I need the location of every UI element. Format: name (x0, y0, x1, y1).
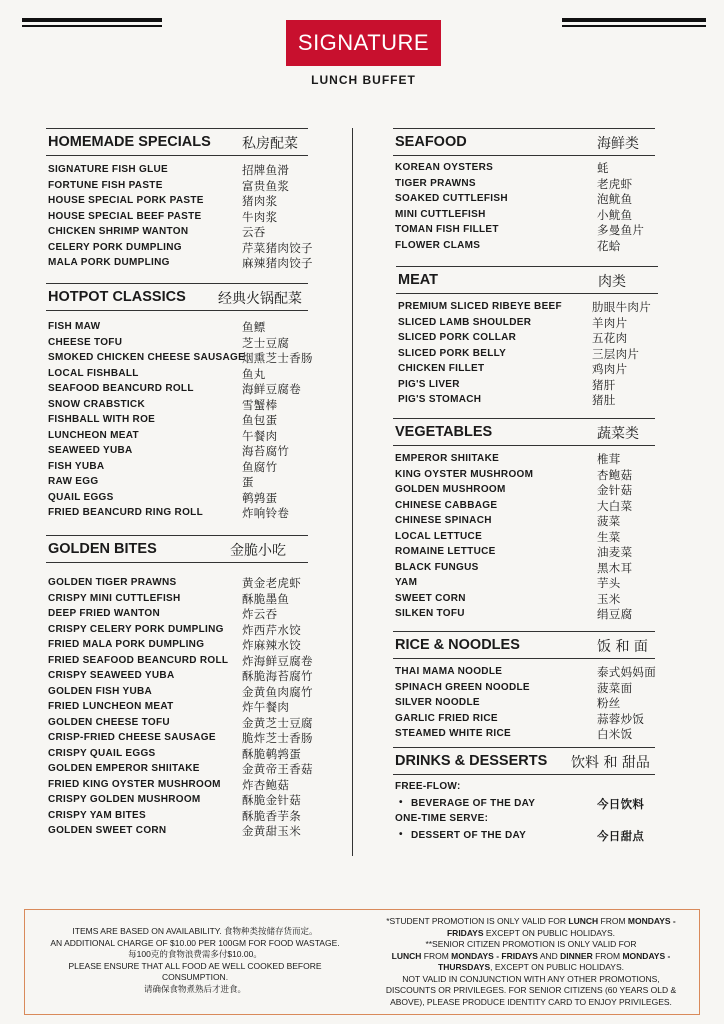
item-name-en: PREMIUM SLICED RIBEYE BEEF (398, 301, 562, 312)
item-name-cn: 炸麻辣水饺 (242, 638, 301, 652)
section-header (393, 418, 655, 446)
item-name-cn: 白米饭 (597, 727, 633, 741)
item-name-cn: 金黄甜玉米 (242, 824, 301, 838)
item-name-en: GOLDEN TIGER PRAWNS (48, 577, 177, 588)
item-name-en: CHINESE SPINACH (395, 515, 492, 526)
item-name-en: THAI MAMA NOODLE (395, 666, 503, 677)
one-time-label: ONE-TIME SERVE: (395, 813, 489, 824)
top-left-bar (22, 18, 162, 22)
item-name-cn: 海苔腐竹 (242, 444, 290, 458)
item-name-cn: 菠菜面 (597, 680, 633, 695)
list-item (46, 653, 313, 669)
item-name-cn: 羊肉片 (592, 315, 628, 330)
item-name-cn: 酥脆海苔腐竹 (242, 669, 313, 683)
footer-line: 每100克的食物浪费需多付$10.00。 (128, 949, 262, 959)
footer-line: FRIDAYS EXCEPT ON PUBLIC HOLIDAYS. (446, 927, 615, 938)
list-item (46, 397, 308, 413)
section-title-en: GOLDEN BITES (48, 541, 157, 557)
list-item (393, 529, 655, 545)
item-list (393, 160, 655, 253)
item-name-en: CHINESE CABBAGE (395, 499, 498, 511)
item-name-en: HOUSE SPECIAL PORK PASTE (48, 195, 204, 206)
list-item (46, 730, 313, 746)
section-header (393, 631, 655, 659)
bullet-icon: • (399, 829, 403, 840)
list-item (396, 361, 658, 377)
list-item (46, 224, 308, 240)
item-name-en: CRISPY MINI CUTTLEFISH (48, 592, 181, 604)
footer-notice-box (24, 909, 700, 1015)
list-item (396, 392, 658, 408)
list-item (46, 255, 313, 271)
item-name-cn: 麻辣猪肉饺子 (242, 256, 313, 270)
item-name-cn: 酥脆金针菇 (242, 793, 301, 807)
list-item (46, 622, 308, 638)
list-item (46, 428, 308, 444)
item-name-en: QUAIL EGGS (48, 491, 114, 503)
list-item (46, 792, 308, 808)
item-name-cn: 鱼鳔 (242, 320, 266, 334)
item-name-en: SILKEN TOFU (395, 608, 465, 619)
item-name-cn: 五花肉 (592, 331, 628, 345)
list-item (46, 505, 308, 521)
list-item (46, 335, 308, 351)
item-list (46, 162, 313, 271)
footer-line: ABOVE), PLEASE PRODUCE IDENTITY CARD TO ENJOY PRIVILEGES. (390, 996, 672, 1007)
item-name-cn: 黑木耳 (597, 560, 633, 575)
top-right-bar (562, 18, 706, 22)
item-name-en: SIGNATURE FISH GLUE (48, 164, 168, 175)
item-name-en: GARLIC FRIED RICE (395, 712, 498, 724)
section-rice-noodles (393, 631, 655, 742)
item-name-cn: 泰式妈妈面 (597, 665, 656, 679)
item-name-en: GOLDEN MUSHROOM (395, 484, 506, 495)
list-item (393, 795, 655, 811)
list-item (393, 591, 655, 607)
list-item (46, 162, 308, 178)
item-name-cn: 蒜蓉炒饭 (597, 711, 645, 726)
list-item (46, 412, 308, 428)
section-title-cn: 饭 和 面 (597, 639, 648, 655)
list-item (46, 591, 308, 607)
item-name-cn: 三层肉片 (592, 346, 640, 361)
list-item (46, 443, 308, 459)
item-name-en: GOLDEN CHEESE TOFU (48, 716, 170, 728)
footer-line: CONSUMPTION. (161, 972, 229, 982)
section-title-cn: 饮料 和 甜品 (571, 755, 650, 771)
item-name-en: ROMAINE LETTUCE (395, 546, 496, 557)
item-name-en: CELERY PORK DUMPLING (48, 241, 182, 253)
item-name-en: TOMAN FISH FILLET (395, 224, 499, 235)
item-name-cn: 炸杏鲍菇 (242, 777, 290, 792)
list-item (393, 222, 655, 238)
column-divider (352, 128, 353, 856)
item-name-cn: 菠菜 (597, 514, 621, 528)
item-name-cn: 粉丝 (597, 696, 621, 710)
item-name-en: PIG'S LIVER (398, 378, 460, 390)
item-name-cn: 杏鲍菇 (597, 467, 633, 482)
footer-line: AN ADDITIONAL CHARGE OF $10.00 PER 100GM FOR FOOD WASTAGE. (50, 937, 340, 948)
item-name-cn: 鸡肉片 (592, 362, 628, 376)
section-title-cn: 金脆小吃 (230, 543, 286, 559)
item-name-cn: 猪肝 (592, 377, 616, 392)
item-name-en: SEAFOOD BEANCURD ROLL (48, 383, 194, 394)
list-item (396, 377, 658, 393)
footer-line: *STUDENT PROMOTION IS ONLY VALID FOR LUNCH FROM MONDAYS - (386, 916, 676, 926)
section-title-en: RICE & NOODLES (395, 637, 520, 653)
item-name-cn: 花蛤 (597, 238, 621, 253)
section-title-cn: 肉类 (598, 274, 626, 290)
item-name-cn: 炸西芹水饺 (242, 622, 301, 637)
item-name-en: CRISPY YAM BITES (48, 809, 146, 821)
item-name-cn: 芝士豆腐 (242, 335, 290, 350)
item-name-cn: 炸云吞 (242, 607, 278, 621)
list-item (46, 193, 308, 209)
item-name-cn: 牛肉浆 (242, 209, 278, 224)
list-item (46, 823, 308, 839)
item-name-en: PIG'S STOMACH (398, 394, 482, 405)
list-item (393, 711, 655, 727)
item-name-cn: 酥脆墨鱼 (242, 591, 290, 606)
footer-left-notes (25, 926, 365, 995)
item-name-en: LOCAL FISHBALL (48, 367, 139, 379)
section-header (393, 747, 655, 775)
item-name-cn: 小鱿鱼 (597, 207, 633, 222)
section-header (396, 266, 658, 294)
item-name-en: EMPEROR SHIITAKE (395, 453, 500, 464)
item-name-cn: 金黄鱼肉腐竹 (242, 684, 313, 699)
list-item (46, 381, 308, 397)
list-item (393, 680, 655, 696)
item-name-cn: 酥脆鹌鹑蛋 (242, 746, 301, 761)
list-item (393, 467, 655, 483)
section-seafood (393, 128, 655, 253)
item-name-cn: 椎茸 (597, 452, 621, 466)
item-name-en: GOLDEN SWEET CORN (48, 825, 167, 836)
item-name-en: HOUSE SPECIAL BEEF PASTE (48, 210, 202, 222)
list-item (46, 240, 313, 256)
item-name-en: CRISPY SEAWEED YUBA (48, 670, 175, 681)
item-name-cn: 蚝 (597, 161, 609, 175)
list-item (396, 346, 658, 362)
list-item (393, 498, 655, 514)
item-name-en: SWEET CORN (395, 592, 466, 604)
item-name-en: TIGER PRAWNS (395, 177, 476, 189)
item-name-cn: 脆炸芝士香肠 (242, 731, 313, 745)
item-name-cn: 油麦菜 (597, 545, 633, 559)
footer-line: LUNCH FROM MONDAYS - FRIDAYS AND DINNER FROM MONDAYS - (391, 950, 671, 961)
item-name-cn: 雪蟹棒 (242, 397, 278, 412)
item-name-cn: 炸响铃卷 (242, 506, 290, 520)
item-name-cn: 炸午餐肉 (242, 700, 290, 714)
item-name-cn: 鱼包蛋 (242, 413, 278, 427)
list-item (46, 459, 308, 475)
item-name-en: FISHBALL WITH ROE (48, 414, 156, 425)
item-name-cn: 富贵鱼浆 (242, 178, 290, 193)
section-title-cn: 私房配菜 (242, 136, 298, 152)
item-name-en: SOAKED CUTTLEFISH (395, 193, 508, 204)
list-item (46, 699, 308, 715)
item-name-cn: 鱼丸 (242, 366, 266, 381)
section-title-en: VEGETABLES (395, 424, 493, 440)
list-item (393, 176, 655, 192)
item-name-en: RAW EGG (48, 476, 99, 487)
top-right-thin-bar (562, 25, 706, 27)
section-meat (396, 266, 658, 408)
item-name-cn: 招牌鱼滑 (242, 163, 290, 177)
list-item (46, 490, 308, 506)
list-item (46, 366, 308, 382)
section-title-cn: 蔬菜类 (597, 426, 639, 442)
item-name-en: KOREAN OYSTERS (395, 162, 494, 173)
list-item (46, 178, 308, 194)
item-name-en: LOCAL LETTUCE (395, 530, 483, 542)
section-vegetables (393, 418, 655, 622)
footer-line: NOT VALID IN CONJUNCTION WITH ANY OTHER PROMOTIONS, (402, 973, 660, 984)
item-name-cn: 云吞 (242, 225, 266, 239)
item-name-cn: 午餐肉 (242, 428, 278, 443)
item-name-en: FRIED LUNCHEON MEAT (48, 701, 174, 712)
list-item (46, 606, 308, 622)
list-item (396, 315, 658, 331)
item-name-en: MALA PORK DUMPLING (48, 257, 170, 268)
list-item (393, 238, 655, 254)
footer-line: DISCOUNTS OR PRIVILEGES. FOR SENIOR CITIZENS (60 YEARS OLD & (385, 985, 677, 995)
bullet-icon: • (399, 797, 403, 808)
footer-line: ITEMS ARE BASED ON AVAILABILITY. 食物种类按储存货而定。 (72, 926, 318, 936)
item-name-en: CHICKEN FILLET (398, 363, 485, 374)
list-item (396, 299, 658, 315)
list-item (46, 777, 308, 793)
item-name-en: GOLDEN FISH YUBA (48, 685, 153, 697)
item-name-cn: 海鲜豆腐卷 (242, 382, 301, 396)
item-name-en: SPINACH GREEN NOODLE (395, 681, 530, 693)
item-name-en: FISH YUBA (48, 460, 105, 472)
signature-logo: SIGNATURE (286, 20, 441, 66)
list-item (46, 808, 308, 824)
list-item (393, 575, 655, 591)
item-name-cn: 炸海鲜豆腐卷 (242, 653, 313, 668)
item-name-en: GOLDEN EMPEROR SHIITAKE (48, 763, 200, 774)
section-title-cn: 海鲜类 (597, 136, 639, 152)
item-name-cn: 金黄帝王香菇 (242, 762, 313, 776)
footer-line: 请确保食物煮熟后才进食。 (143, 983, 246, 994)
list-item (393, 544, 655, 560)
item-name-cn: 今日甜点 (597, 829, 645, 843)
item-name-en: FRIED SEAFOOD BEANCURD ROLL (48, 654, 229, 666)
item-name-cn: 生菜 (597, 529, 621, 544)
item-name-en: SILVER NOODLE (395, 697, 480, 708)
item-name-cn: 多曼鱼片 (597, 223, 645, 237)
item-name-en: LUNCHEON MEAT (48, 429, 139, 441)
list-item (393, 560, 655, 576)
item-name-en: SLICED PORK COLLAR (398, 332, 517, 343)
item-name-cn: 鱼腐竹 (242, 459, 278, 474)
list-item (393, 207, 655, 223)
item-name-en: DESSERT OF THE DAY (411, 830, 527, 841)
section-title-en: MEAT (398, 272, 439, 288)
item-name-en: FRIED MALA PORK DUMPLING (48, 639, 205, 650)
list-item (46, 684, 313, 700)
footer-right-promotions (363, 916, 699, 1008)
item-name-en: CHICKEN SHRIMP WANTON (48, 226, 189, 237)
list-item (393, 160, 655, 176)
item-name-cn: 金针菇 (597, 483, 633, 497)
item-name-en: SLICED PORK BELLY (398, 347, 507, 359)
item-name-en: CRISP-FRIED CHEESE SAUSAGE (48, 732, 216, 743)
section-title-en: SEAFOOD (395, 134, 467, 150)
section-title-en: HOMEMADE SPECIALS (48, 134, 211, 150)
list-item (46, 715, 313, 731)
item-name-en: SLICED LAMB SHOULDER (398, 316, 532, 328)
menu-subtitle: LUNCH BUFFET (311, 73, 416, 87)
section-title-en: DRINKS & DESSERTS (395, 753, 548, 769)
list-item (393, 606, 655, 622)
item-name-cn: 烟熏芝士香肠 (242, 351, 313, 365)
section-title-cn: 经典火锅配菜 (218, 291, 302, 307)
list-item (46, 575, 308, 591)
list-item (393, 482, 655, 498)
item-name-cn: 酥脆香芋条 (242, 808, 301, 823)
item-list (393, 664, 655, 742)
item-name-en: SMOKED CHICKEN CHEESE SAUSAGE (48, 352, 246, 363)
item-name-en: KING OYSTER MUSHROOM (395, 468, 534, 480)
list-item (46, 474, 308, 490)
item-list (46, 319, 313, 521)
item-name-en: FISH MAW (48, 321, 101, 332)
item-name-cn: 老虎虾 (597, 176, 633, 191)
item-name-cn: 猪肉浆 (242, 194, 278, 208)
list-item (46, 668, 313, 684)
item-list (46, 575, 313, 839)
footer-line: THURSDAYS, EXCEPT ON PUBLIC HOLIDAYS. (438, 962, 624, 972)
item-name-cn: 肋眼牛肉片 (592, 300, 651, 314)
list-item (46, 350, 313, 366)
item-name-en: CRISPY GOLDEN MUSHROOM (48, 794, 201, 805)
item-name-cn: 鹌鹑蛋 (242, 490, 278, 505)
item-name-en: CHEESE TOFU (48, 336, 123, 348)
item-name-cn: 绢豆腐 (597, 607, 633, 621)
list-item (393, 513, 655, 529)
footer-line: PLEASE ENSURE THAT ALL FOOD AE WELL COOKED BEFORE (68, 960, 322, 971)
item-name-en: CRISPY CELERY PORK DUMPLING (48, 623, 224, 635)
item-name-en: MINI CUTTLEFISH (395, 208, 486, 220)
footer-line: **SENIOR CITIZEN PROMOTION IS ONLY VALID FOR (425, 939, 637, 949)
item-name-en: CRISPY QUAIL EGGS (48, 747, 156, 759)
item-name-en: BLACK FUNGUS (395, 561, 479, 573)
list-item (393, 695, 655, 711)
item-name-cn: 蛋 (242, 475, 254, 489)
list-item (46, 761, 313, 777)
list-item (393, 451, 655, 467)
item-name-cn: 黄金老虎虾 (242, 576, 301, 590)
section-homemade-specials (46, 128, 313, 271)
item-name-en: YAM (395, 577, 418, 588)
item-name-en: SEAWEED YUBA (48, 445, 133, 456)
item-name-cn: 玉米 (597, 591, 621, 606)
item-name-cn: 金黄芝士豆腐 (242, 715, 313, 730)
list-item (393, 191, 655, 207)
list-item (393, 664, 655, 680)
item-name-cn: 芋头 (597, 576, 621, 590)
item-name-en: SNOW CRABSTICK (48, 398, 145, 410)
item-name-en: DEEP FRIED WANTON (48, 608, 160, 619)
item-name-en: FRIED BEANCURD RING ROLL (48, 507, 203, 518)
section-header (46, 535, 308, 563)
item-name-en: BEVERAGE OF THE DAY (411, 798, 536, 809)
section-hotpot-classics (46, 283, 313, 521)
list-item (396, 330, 658, 346)
list-item (393, 726, 655, 742)
item-name-en: STEAMED WHITE RICE (395, 728, 511, 739)
section-drinks-desserts (393, 747, 655, 843)
list-item (46, 209, 308, 225)
list-item (393, 827, 655, 843)
section-title-en: HOTPOT CLASSICS (48, 289, 186, 305)
item-list (396, 299, 658, 408)
top-left-thin-bar (22, 25, 162, 27)
item-name-cn: 大白菜 (597, 498, 633, 513)
item-name-en: FORTUNE FISH PASTE (48, 179, 163, 191)
item-name-cn: 泡鱿鱼 (597, 192, 633, 206)
item-name-cn: 猪肚 (592, 393, 616, 407)
section-golden-bites (46, 535, 313, 839)
item-name-en: FRIED KING OYSTER MUSHROOM (48, 778, 221, 790)
section-header (46, 128, 308, 156)
list-item (46, 319, 308, 335)
item-name-en: FLOWER CLAMS (395, 239, 481, 251)
free-flow-label: FREE-FLOW: (395, 781, 461, 792)
section-header (46, 283, 308, 311)
item-list (393, 451, 655, 622)
list-item (46, 637, 308, 653)
list-item (46, 746, 308, 762)
item-name-cn: 今日饮料 (597, 797, 645, 811)
section-header (393, 128, 655, 156)
item-name-cn: 芹菜猪肉饺子 (242, 240, 313, 255)
